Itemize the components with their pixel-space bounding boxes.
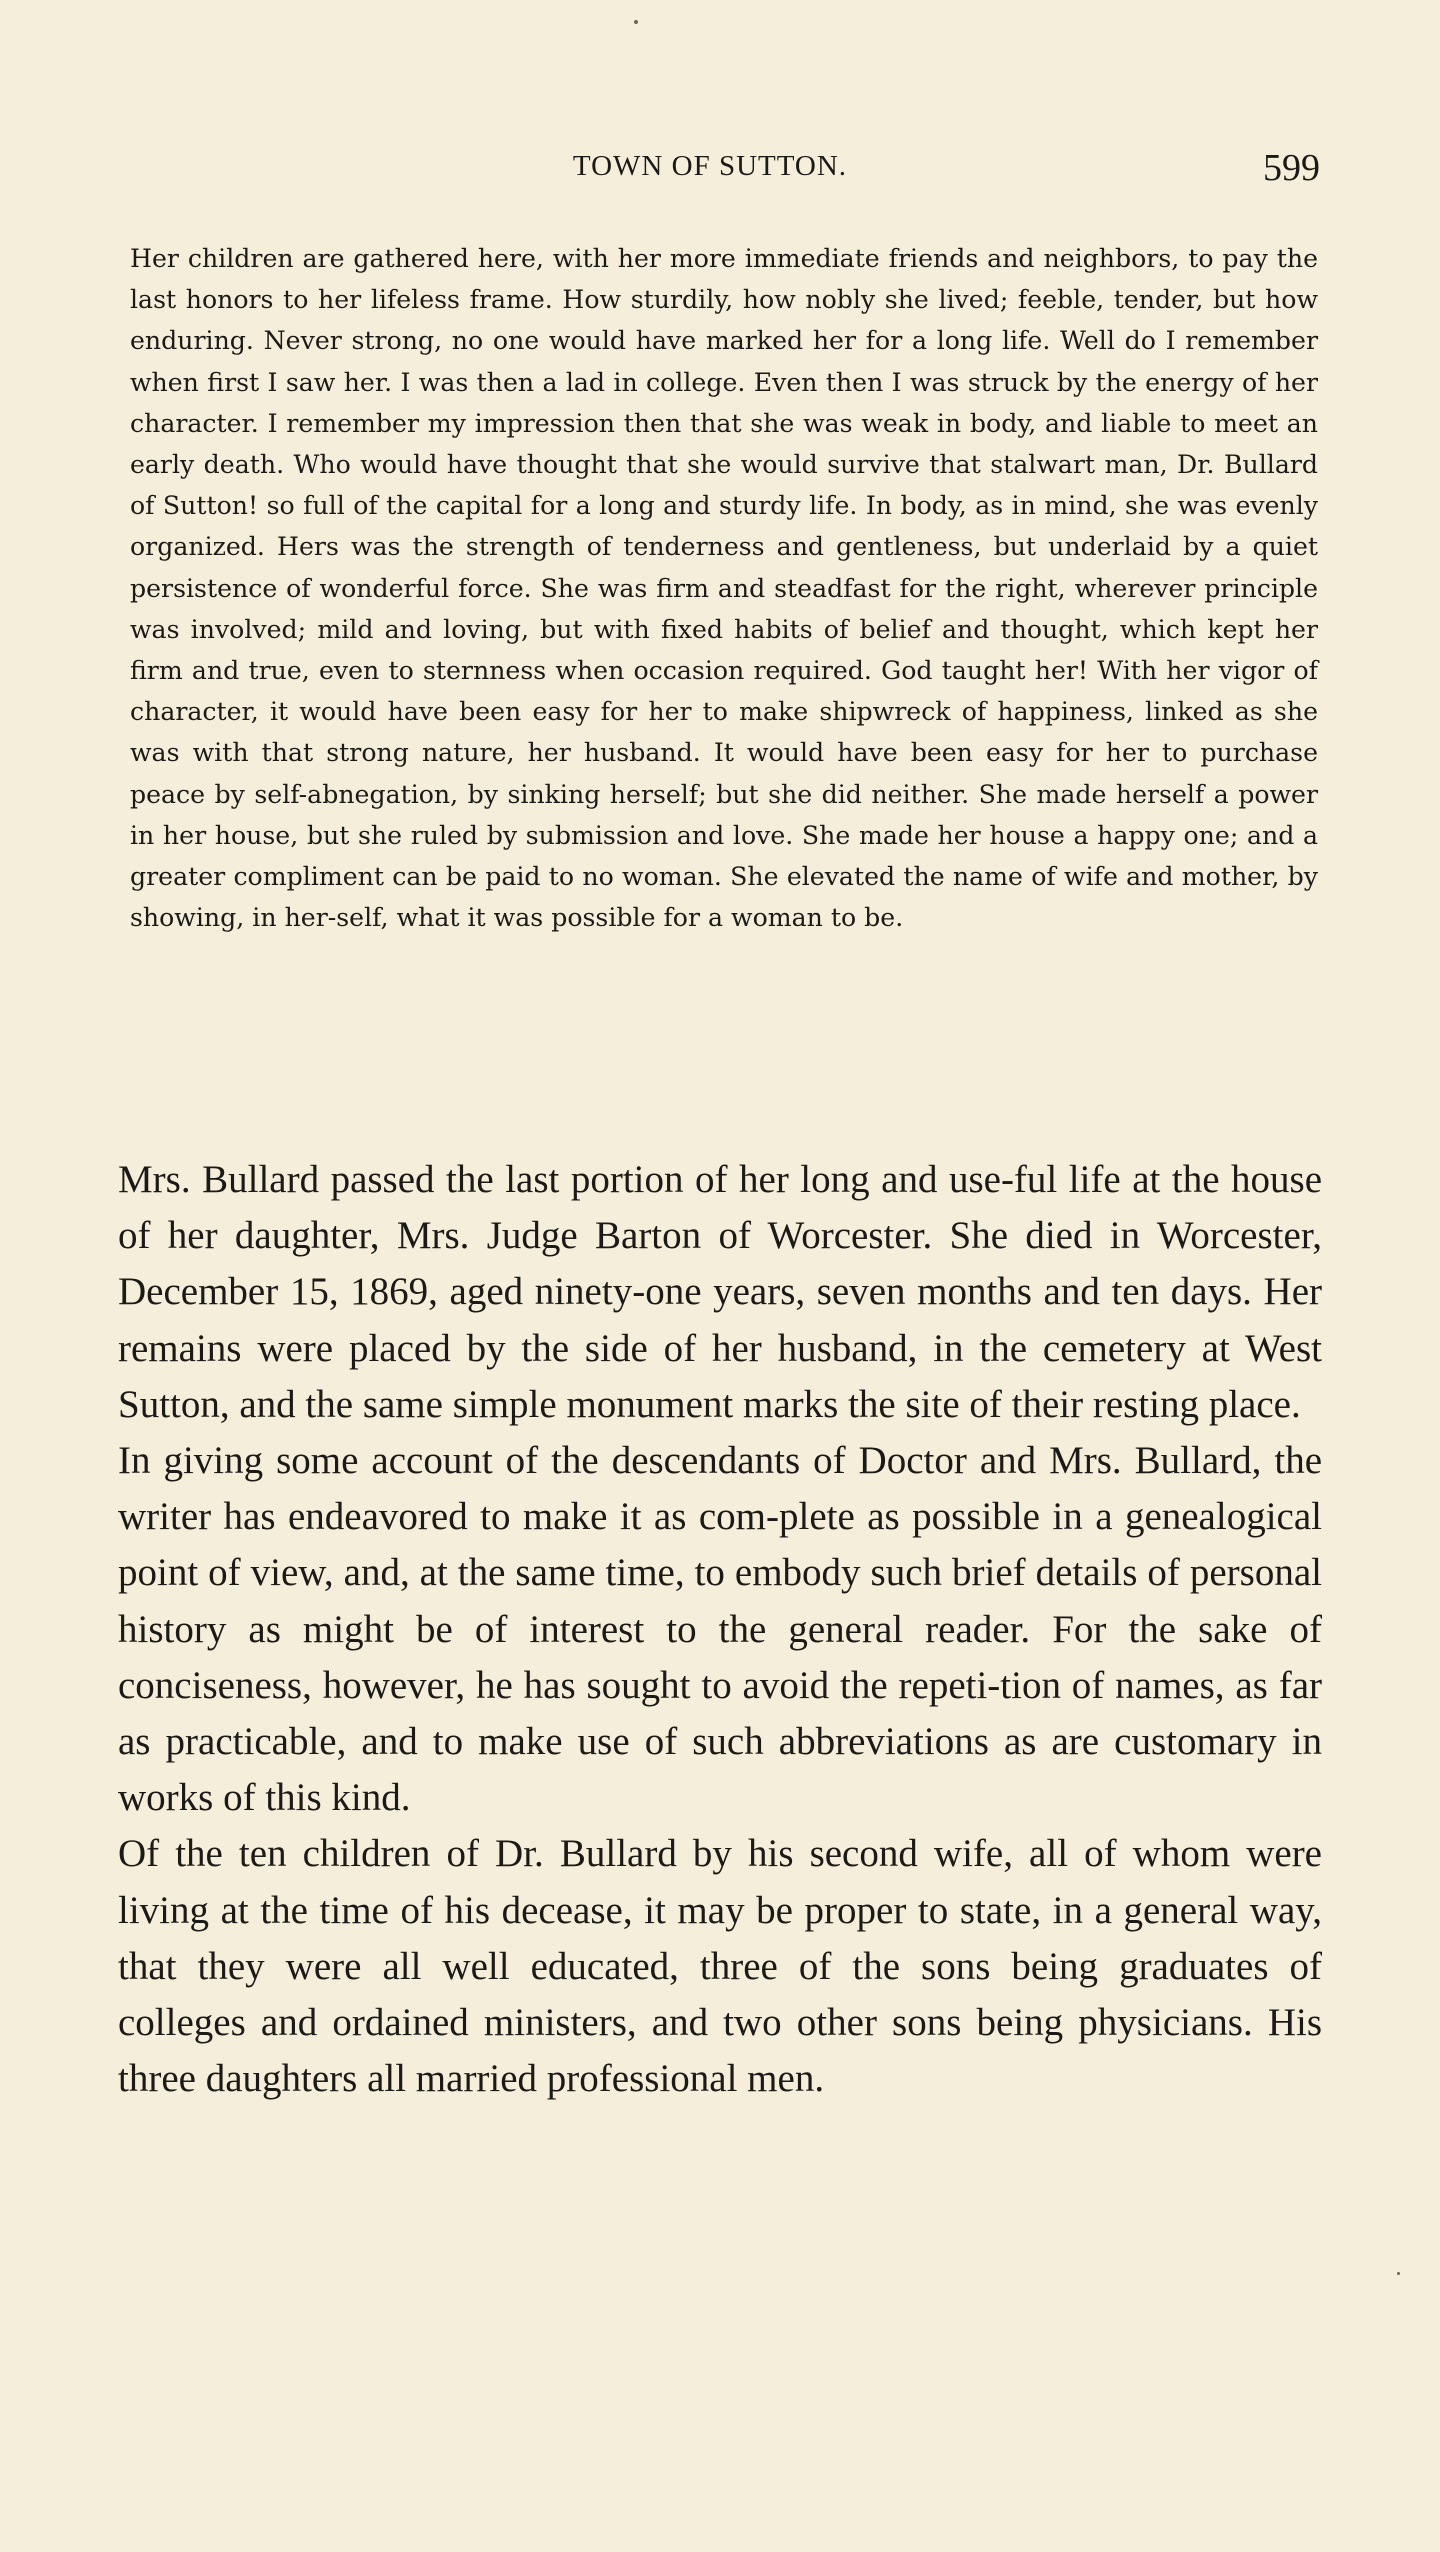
page-number: 599 [1263,147,1320,189]
page-header [100,146,1320,196]
quote-paragraph: Her children are gathered here, with her more immediate friends and neighbors, to pay the last honors to her lifeless frame. How sturdily, how nobly she lived; feeble, tender, but how enduring. Never strong, no one would have marked her for a long life. Well do I remember when first I saw her. I was then a lad in college. Even then I was struck by the energy of her character. I remember my impression then that she was weak in body, and liable to meet an early death. Who would have thought that she would survive that stalwart man, Dr. Bullard of Sutton! so full of the capital for a long and sturdy life. In body, as in mind, she was evenly organized. Hers was the strength of tenderness and gentleness, but underlaid by a quiet persistence of wonderful force. She was firm and steadfast for the right, wherever principle was involved; mild and loving, but with fixed habits of belief and thought, which kept her firm and true, even to sternness when occasion required. God taught her! With her vigor of character, it would have been easy for her to make shipwreck of happiness, linked as she was with that strong nature, her husband. It would have been easy for her to purchase peace by self-abnegation, by sinking herself; but she did neither. She made herself a power in her house, but she ruled by submission and love. She made her house a happy one; and a greater compliment can be paid to no woman. She elevated the name of wife and mother, by showing, in her-self, what it was possible for a woman to be. [130,244,1318,933]
ink-speck [634,20,638,24]
quoted-eulogy [130,238,1318,938]
paragraph-3: Of the ten children of Dr. Bullard by his second wife, all of whom were living at the time of his decease, it may be proper to state, in a general way, that they were all well educated, three of the sons being graduates of colleges and ordained ministers, and two other sons being physicians. His three daughters all married professional men. [118,1832,1322,2101]
ink-speck [1397,2272,1400,2275]
running-title: TOWN OF SUTTON. [572,150,848,182]
paragraph-1: Mrs. Bullard passed the last portion of her long and use-ful life at the house of her daughter, Mrs. Judge Barton of Worcester. She died in Worcester, December 15, 1869, aged ninety-one years, seven months and ten days. Her remains were placed by the side of her husband, in the cemetery at West Sutton, and the same simple monument marks the site of their resting place. [118,1158,1322,1426]
paragraph-2: In giving some account of the descendants of Doctor and Mrs. Bullard, the writer has endeavored to make it as com-plete as possible in a genealogical point of view, and, at the same time, to embody such brief details of personal history as might be of interest to the general reader. For the sake of conciseness, however, he has sought to avoid the repeti-tion of names, as far as practicable, and to make use of such abbreviations as are customary in works of this kind. [118,1439,1322,1820]
main-text [118,1152,1322,2107]
